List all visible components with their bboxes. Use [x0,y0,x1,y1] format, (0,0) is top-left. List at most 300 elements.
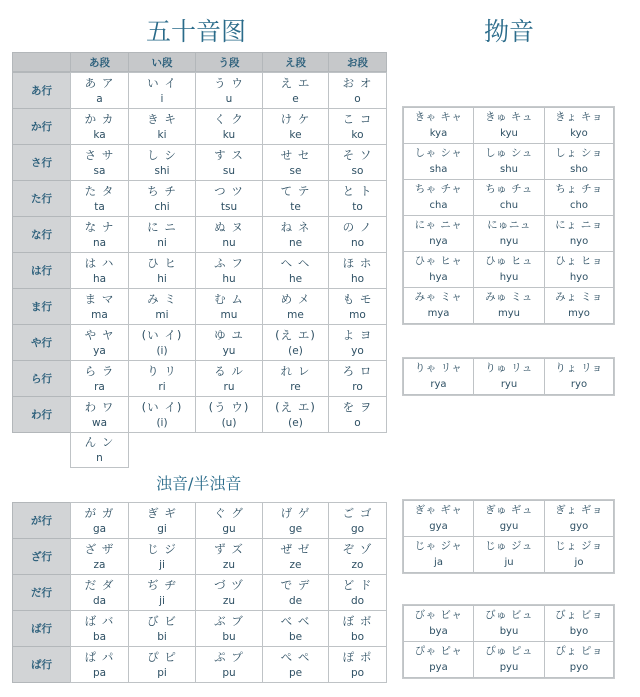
youon-cell [403,536,474,573]
romaji-text: ko [351,128,364,141]
romaji-text: be [288,630,303,643]
romaji-text: ma [91,308,108,321]
kana-text: く ク [214,111,244,126]
kana-text: ゆ ユ [214,327,244,342]
kana-cell [262,538,329,575]
kana-cell [128,538,196,575]
romaji-text: mu [220,308,238,321]
romaji-text: ta [94,200,105,213]
romaji-text: jo [574,557,584,568]
romaji-text: kya [429,128,448,139]
kana-text: ひゃ ヒャ [414,255,463,267]
kana-text: にょ ニョ [555,219,603,231]
kana-text: う ウ [214,75,244,90]
kana-text: ひゅ ヒュ [485,255,533,267]
romaji-text: zo [351,558,364,571]
romaji-text: ru [223,380,235,393]
kana-text: びょ ビョ [555,609,603,621]
kana-text: ご ゴ [342,505,373,520]
romaji-text: bya [429,626,448,637]
kana-cell [70,288,129,325]
kana-text: ぜ ゼ [280,541,311,556]
youon-cell [544,251,614,288]
kana-text: ぶ ブ [214,613,244,628]
kana-text: ね ネ [280,219,311,234]
kana-text: ぞ ゾ [342,541,373,556]
kana-text: そ ソ [342,147,373,162]
row-label: ら行 [12,360,71,397]
romaji-text: gyo [569,521,589,532]
kana-cell [195,180,263,217]
kana-text: ど ド [342,577,373,592]
romaji-text: no [350,236,365,249]
romaji-text: ro [352,380,363,393]
kana-cell [262,574,329,611]
kana-cell [128,288,196,325]
kana-text: みょ ミョ [555,291,603,303]
romaji-text: o [354,92,361,105]
romaji-text: u [225,92,233,105]
romaji-text: ka [93,128,106,141]
youon-cell [403,605,474,642]
kana-cell [328,396,387,433]
romaji-text: sha [429,164,448,175]
kana-cell [70,646,129,683]
column-header: い段 [128,52,196,72]
kana-text: お オ [342,75,373,90]
romaji-text: n [96,452,103,464]
romaji-text: gyu [499,521,519,532]
kana-text: じょ ジョ [555,540,603,552]
youon-cell [473,251,545,288]
youon-cell [473,107,545,144]
kana-cell [70,360,129,397]
kana-text: りゅ リュ [485,362,533,374]
youon-cell [473,143,545,180]
kana-text: に ニ [147,219,177,234]
youon-cell [403,251,474,288]
kana-cell [128,574,196,611]
row-label: わ行 [12,396,71,433]
kana-cell [128,610,196,647]
kana-text: みゃ ミャ [414,291,463,303]
kana-cell [128,324,196,361]
romaji-text: nyo [569,236,589,247]
column-header: あ段 [70,52,129,72]
romaji-text: gu [222,522,236,535]
kana-text: き キ [147,111,177,126]
kana-text: ちゅ チュ [485,183,533,195]
row-label: だ行 [12,574,71,611]
romaji-text: shu [500,164,518,175]
kana-text: ぽ ポ [342,649,373,664]
kana-cell [328,180,387,217]
kana-cell-n [70,432,129,468]
kana-text: ぢ ヂ [147,577,177,592]
kana-text: ひょ ヒョ [555,255,603,267]
kana-text: み ミ [147,291,177,306]
romaji-text: ga [92,522,107,535]
kana-cell [195,610,263,647]
romaji-text: kyu [500,128,518,139]
romaji-text: he [288,272,303,285]
kana-text: の ノ [342,219,373,234]
kana-text: びゅ ビュ [485,609,533,621]
romaji-text: za [93,558,106,571]
romaji-text: ja [434,557,443,568]
youon-cell [544,215,614,252]
kana-text: きゅ キュ [485,111,533,123]
kana-text: ん ン [84,435,115,449]
kana-cell [328,72,387,109]
kana-text: ぺ ペ [280,649,311,664]
romaji-text: ryo [570,379,588,390]
gojuon-title: 五十音图 [146,17,247,46]
kana-cell [70,72,129,109]
kana-text: で デ [280,577,311,592]
kana-text: りょ リョ [555,362,603,374]
kana-cell [195,360,263,397]
romaji-text: (e) [288,416,303,429]
column-header: う段 [195,52,263,72]
kana-text: は ハ [84,255,115,270]
kana-text: しょ ショ [555,147,603,159]
youon-cell [473,500,545,537]
youon-title: 拗音 [484,17,535,46]
romaji-text: pyu [499,662,519,673]
romaji-text: wa [91,416,108,429]
kana-text: ひ ヒ [147,255,177,270]
table-corner [12,52,71,72]
romaji-text: pya [429,662,448,673]
romaji-text: ne [288,236,303,249]
kana-cell [70,538,129,575]
romaji-text: bu [222,630,236,643]
romaji-text: ra [94,380,105,393]
romaji-text: shi [154,164,170,177]
romaji-text: (u) [221,416,237,429]
kana-text: じ ジ [147,541,177,556]
kana-text: ぴ ピ [147,649,177,664]
kana-text: (え エ) [275,399,316,414]
kana-text: わ ワ [84,399,115,414]
row-label: ぱ行 [12,646,71,683]
romaji-text: ni [157,236,167,249]
kana-text: び ビ [147,613,177,628]
kana-text: ぎゅ ギュ [485,504,533,516]
kana-text: せ セ [280,147,311,162]
romaji-text: byo [569,626,589,637]
kana-cell [128,108,196,145]
column-header: え段 [262,52,329,72]
romaji-text: ge [288,522,303,535]
romaji-text: te [290,200,301,213]
romaji-text: mo [349,308,366,321]
kana-cell [328,252,387,289]
romaji-text: chu [499,200,519,211]
kana-text: きゃ キャ [414,111,463,123]
romaji-text: so [351,164,364,177]
kana-text: べ ベ [280,613,311,628]
kana-text: ほ ホ [342,255,373,270]
kana-text: づ ヅ [214,577,244,592]
kana-cell [262,360,329,397]
kana-cell [195,646,263,683]
kana-cell [70,324,129,361]
kana-cell [328,324,387,361]
romaji-text: go [350,522,365,535]
youon-cell [544,641,614,678]
romaji-text: gi [157,522,167,535]
romaji-text: ya [93,344,106,357]
kana-text: じゃ ジャ [414,540,463,552]
romaji-text: na [92,236,107,249]
kana-text: れ レ [280,363,311,378]
romaji-text: pyo [569,662,589,673]
youon-cell [473,536,545,573]
kana-text: げ ゲ [280,505,311,520]
kana-cell [70,396,129,433]
kana-cell [195,502,263,539]
kana-cell [328,216,387,253]
kana-text: あ ア [84,75,115,90]
romaji-text: nya [429,236,448,247]
kana-text: ま マ [84,291,115,306]
kana-text: (い イ) [141,399,183,414]
romaji-text: ji [159,594,165,607]
kana-cell [328,502,387,539]
youon-cell [403,215,474,252]
row-label: ば行 [12,610,71,647]
youon-cell [544,605,614,642]
kana-text: も モ [342,291,373,306]
romaji-text: yo [351,344,364,357]
youon-cell [403,179,474,216]
kana-text: ぼ ボ [342,613,373,628]
romaji-text: de [288,594,303,607]
kana-cell [128,180,196,217]
kana-text: と ト [342,183,373,198]
kana-cell [195,252,263,289]
kana-text: ぱ パ [84,649,115,664]
romaji-text: bi [157,630,167,643]
kana-text: け ケ [280,111,311,126]
romaji-text: ju [504,557,514,568]
dakuon-title: 浊音/半浊音 [156,474,242,493]
kana-text: ぎょ ギョ [555,504,603,516]
romaji-text: hya [429,272,448,283]
youon-cell [403,500,474,537]
kana-cell [262,180,329,217]
youon-cell [403,143,474,180]
romaji-text: pa [92,666,107,679]
kana-text: ざ ザ [84,541,115,556]
kana-text: (う ウ) [208,399,250,414]
romaji-text: nyu [499,236,519,247]
romaji-text: pe [288,666,303,679]
kana-text: りゃ リャ [414,362,463,374]
romaji-text: bo [350,630,365,643]
kana-text: ぬ ヌ [214,219,244,234]
kana-text: ろ ロ [342,363,373,378]
kana-cell [128,252,196,289]
kana-cell [70,502,129,539]
romaji-text: tsu [220,200,238,213]
kana-cell [128,502,196,539]
romaji-text: chi [154,200,170,213]
kana-text: な ナ [84,219,115,234]
romaji-text: ri [158,380,166,393]
kana-text: (え エ) [275,327,316,342]
kana-text: ぴゃ ピャ [414,645,463,657]
kana-text: り リ [147,363,177,378]
kana-cell [262,610,329,647]
kana-cell [195,288,263,325]
romaji-text: mi [155,308,169,321]
row-label: ま行 [12,288,71,325]
kana-text: じゅ ジュ [485,540,533,552]
romaji-text: kyo [570,128,588,139]
kana-text: ぴゅ ピュ [485,645,533,657]
kana-cell [70,252,129,289]
kana-cell [262,72,329,109]
kana-cell [262,216,329,253]
kana-text: ぎ ギ [147,505,177,520]
kana-cell [70,108,129,145]
romaji-text: ryu [500,379,518,390]
kana-text: む ム [214,291,244,306]
romaji-text: sho [570,164,588,175]
kana-cell [70,144,129,181]
romaji-text: i [160,92,164,105]
romaji-text: rya [430,379,447,390]
kana-cell [262,502,329,539]
kana-cell [195,538,263,575]
youon-cell [473,641,545,678]
kana-text: しゅ シュ [485,147,533,159]
romaji-text: o [354,416,361,429]
youon-cell [473,215,545,252]
romaji-text: ha [92,272,107,285]
romaji-text: pi [157,666,167,679]
romaji-text: po [350,666,365,679]
kana-text: (い イ) [141,327,183,342]
romaji-text: hyu [499,272,519,283]
kana-cell [328,574,387,611]
row-label: な行 [12,216,71,253]
kana-text: みゅ ミュ [485,291,533,303]
romaji-text: (i) [156,416,168,429]
romaji-text: a [96,92,103,105]
romaji-text: pu [222,666,236,679]
romaji-text: ba [92,630,107,643]
romaji-text: me [287,308,304,321]
kana-text: ふ フ [214,255,244,270]
kana-text: し シ [147,147,177,162]
kana-text: にゅニュ [487,219,531,231]
youon-cell [544,358,614,395]
romaji-text: ku [222,128,236,141]
romaji-text: ki [157,128,167,141]
kana-text: を ヲ [342,399,373,414]
romaji-text: hu [222,272,236,285]
kana-text: よ ヨ [342,327,373,342]
youon-cell [544,143,614,180]
romaji-text: ze [289,558,302,571]
romaji-text: hyo [569,272,589,283]
row-label: さ行 [12,144,71,181]
kana-text: え エ [280,75,311,90]
youon-cell [544,179,614,216]
romaji-text: ji [159,558,165,571]
romaji-text: cha [429,200,448,211]
kana-cell [195,72,263,109]
kana-text: や ヤ [84,327,115,342]
kana-cell [128,646,196,683]
kana-text: め メ [280,291,311,306]
romaji-text: sa [93,164,106,177]
youon-cell [473,179,545,216]
youon-cell [544,287,614,324]
kana-text: さ サ [84,147,115,162]
kana-text: ら ラ [84,363,115,378]
row-label: た行 [12,180,71,217]
kana-cell [70,610,129,647]
kana-cell [262,108,329,145]
kana-text: へ ヘ [280,255,311,270]
kana-text: て テ [280,183,311,198]
kana-cell [195,396,263,433]
youon-cell [403,641,474,678]
kana-cell [128,360,196,397]
row-label: や行 [12,324,71,361]
kana-cell [70,180,129,217]
romaji-text: do [350,594,365,607]
kana-text: びゃ ビャ [414,609,463,621]
kana-cell [195,144,263,181]
kana-text: にゃ ニャ [414,219,463,231]
kana-text: ちょ チョ [555,183,603,195]
kana-cell [328,360,387,397]
kana-cell [262,288,329,325]
kana-cell [128,396,196,433]
kana-cell [195,574,263,611]
romaji-text: ho [350,272,365,285]
romaji-text: yu [222,344,236,357]
kana-text: ぐ グ [214,505,244,520]
row-label: が行 [12,502,71,539]
romaji-text: myu [498,308,520,319]
youon-cell [544,536,614,573]
row-label: ざ行 [12,538,71,575]
kana-cell [262,144,329,181]
romaji-text: nu [222,236,236,249]
romaji-text: to [352,200,363,213]
kana-cell [328,610,387,647]
romaji-text: da [92,594,107,607]
kana-cell [128,144,196,181]
kana-text: ちゃ チャ [414,183,463,195]
kana-text: た タ [84,183,115,198]
kana-text: ぷ プ [214,649,244,664]
romaji-text: cho [570,200,588,211]
kana-cell [70,574,129,611]
youon-cell [473,605,545,642]
kana-text: ち チ [147,183,177,198]
kana-text: つ ツ [214,183,244,198]
kana-cell [328,108,387,145]
kana-text: が ガ [84,505,115,520]
